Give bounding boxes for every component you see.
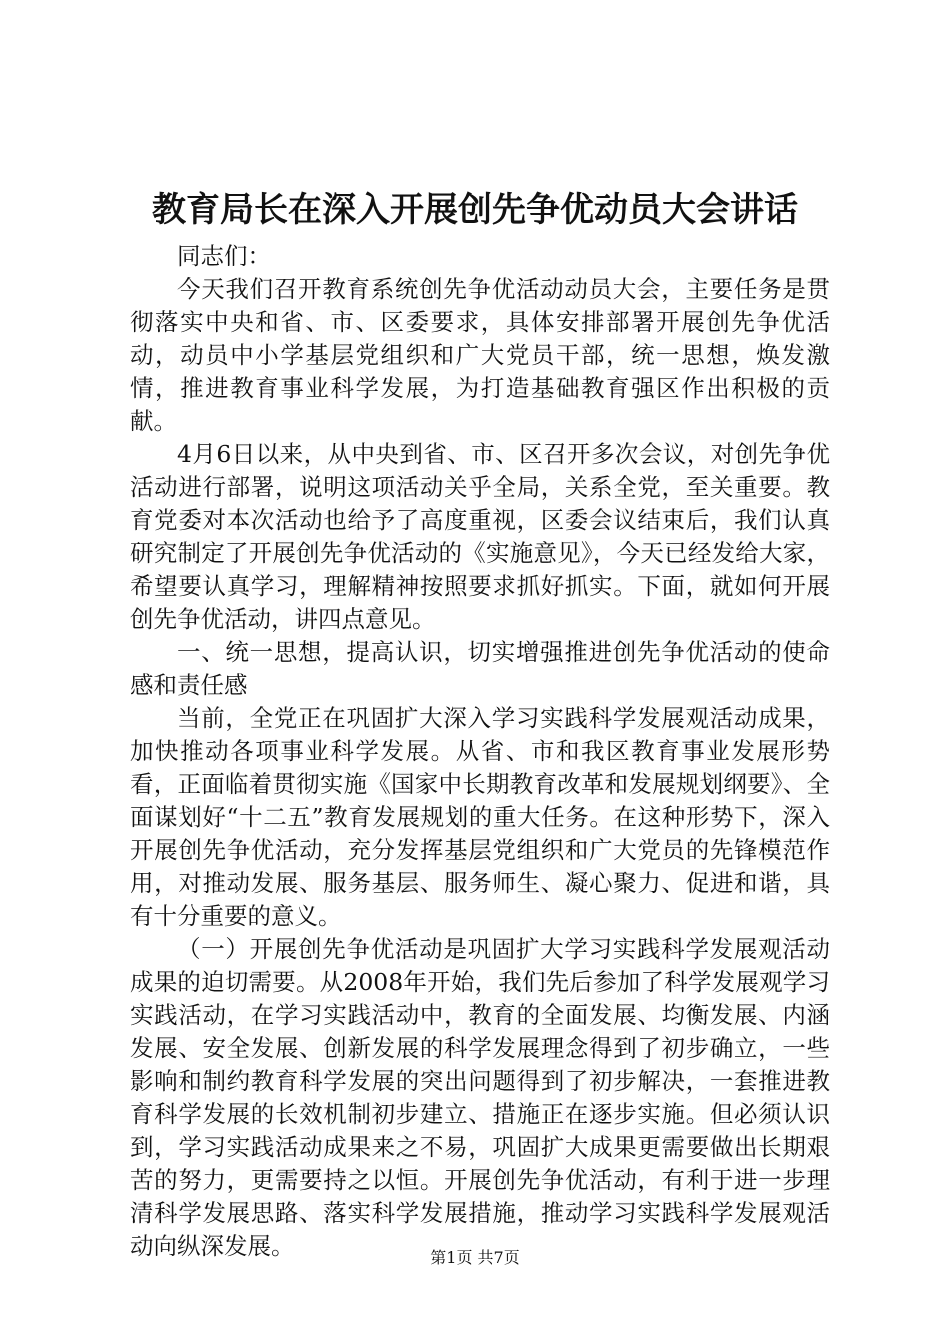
- page-footer: 第1页 共7页: [430, 1248, 520, 1267]
- paragraph: 今天我们召开教育系统创先争优活动动员大会，主要任务是贯彻落实中央和省、市、区委要求，具体安排部署开展创先争优活动，动员中小学基层党组织和广大党员干部，统一思想，焕发激情，推进教育事业科学发展，为打造基础教育强区作出积极的贡献。: [130, 275, 830, 435]
- document-body: [130, 240, 830, 1263]
- paragraph: 当前，全党正在巩固扩大深入学习实践科学发展观活动成果，加快推动各项事业科学发展。从省、市和我区教育事业发展形势看，正面临着贯彻实施《国家中长期教育改革和发展规划纲要》、全面谋划好“十二五”教育发展规划的重大任务。在这种形势下，深入开展创先争优活动，充分发挥基层党组织和广大党员的先锋模范作用，对推动发展、服务基层、服务师生、凝心聚力、促进和谐，具有十分重要的意义。: [130, 704, 830, 930]
- paragraph: 4月6日以来，从中央到省、市、区召开多次会议，对创先争优活动进行部署，说明这项活动关乎全局，关系全党，至关重要。教育党委对本次活动也给予了高度重视，区委会议结束后，我们认真研究制定了开展创先争优活动的《实施意见》，今天已经发给大家，希望要认真学习，理解精神按照要求抓好抓实。下面，就如何开展创先争优活动，讲四点意见。: [130, 440, 830, 633]
- salutation: 同志们：: [177, 242, 271, 270]
- paragraph: （一）开展创先争优活动是巩固扩大学习实践科学发展观活动成果的迫切需要。从2008年开始，我们先后参加了科学发展观学习实践活动，在学习实践活动中，教育的全面发展、均衡发展、内涵发展、安全发展、创新发展的科学发展理念得到了初步确立，一些影响和制约教育科学发展的突出问题得到了初步解决，一套推进教育科学发展的长效机制初步建立、措施正在逐步实施。但必须认识到，学习实践活动成果来之不易，巩固扩大成果更需要做出长期艰苦的努力，更需要持之以恒。开展创先争优活动，有利于进一步理清科学发展思路、落实科学发展措施，推动学习实践科学发展观活动向纵深发展。: [130, 935, 830, 1260]
- document-title: 教育局长在深入开展创先争优动员大会讲话: [152, 190, 798, 230]
- section-heading: 一、统一思想，提高认识，切实增强推进创先争优活动的使命感和责任感: [130, 638, 830, 699]
